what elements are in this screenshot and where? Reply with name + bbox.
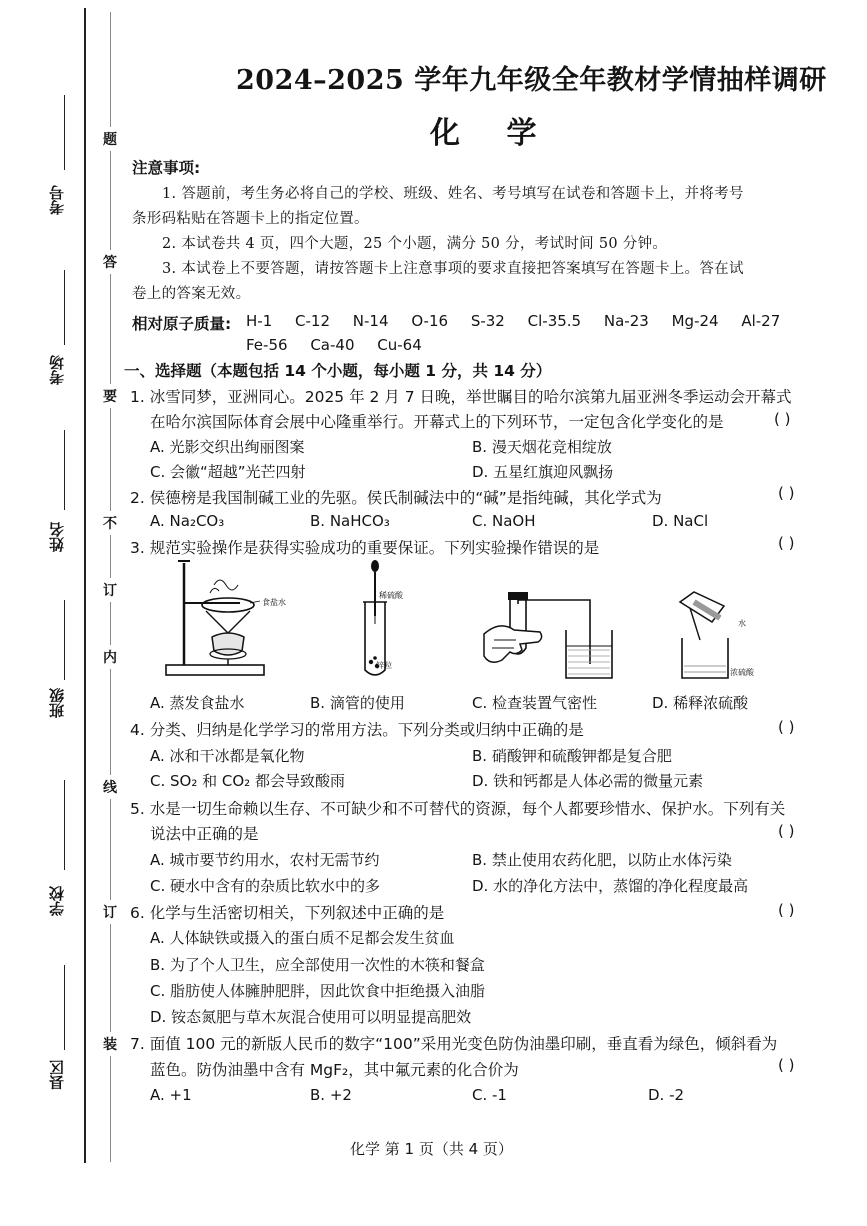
notice-item-3: 3. 本试卷上不要答题，请按答题卡上注意事项的要求直接把答案填写在答题卡上。答在试 bbox=[162, 261, 744, 277]
seal-char: 不 bbox=[103, 511, 117, 535]
option-d: D. 铵态氮肥与草木灰混合使用可以明显提高肥效 bbox=[150, 1008, 472, 1026]
question-7-stem: 7. 面值 100 元的新版人民币的数字“100”采用光变色防伪油墨印刷，垂直看为绿色，倾斜看为 bbox=[130, 1035, 778, 1053]
option-a: A. +1 bbox=[150, 1086, 192, 1104]
option-b: B. +2 bbox=[310, 1086, 352, 1104]
atomic-mass: Na-23 bbox=[603, 312, 649, 330]
exam-title: 2024–2025 学年九年级全年教材学情抽样调研 bbox=[236, 65, 827, 96]
option-a: A. 蒸发食盐水 bbox=[150, 694, 245, 712]
figure-label-salt-water: 食盐水 bbox=[262, 598, 286, 607]
question-5-stem: 5. 水是一切生命赖以生存、不可缺少和不可替代的资源，每个人都要珍惜水、保护水。下列有关 bbox=[130, 800, 786, 818]
atomic-mass: N-14 bbox=[352, 312, 389, 330]
answer-paren: ( ) bbox=[778, 1056, 795, 1074]
margin-label-name: 姓名 bbox=[48, 522, 66, 552]
atomic-mass-row-2 bbox=[246, 336, 440, 354]
seal-char: 题 bbox=[103, 127, 117, 151]
answer-paren: ( ) bbox=[778, 822, 795, 840]
blank-name bbox=[64, 430, 65, 510]
figure-airtightness bbox=[480, 590, 615, 685]
question-1-stem-cont: 在哈尔滨国际体育会展中心隆重举行。开幕式上的下列环节，一定包含化学变化的是 bbox=[150, 413, 724, 431]
section-heading: 一、选择题（本题包括 14 个小题，每小题 1 分，共 14 分） bbox=[124, 362, 552, 380]
question-4-stem: 4. 分类、归纳是化学学习的常用方法。下列分类或归纳中正确的是 bbox=[130, 721, 584, 739]
option-a: A. Na₂CO₃ bbox=[150, 512, 225, 530]
answer-paren: ( ) bbox=[778, 534, 795, 552]
option-c: C. NaOH bbox=[472, 512, 536, 530]
margin-label-county: 县区 bbox=[48, 1060, 66, 1090]
option-b: B. 为了个人卫生，应全部使用一次性的木筷和餐盒 bbox=[150, 956, 485, 974]
atomic-mass: Cl-35.5 bbox=[527, 312, 582, 330]
option-c: C. 脂肪使人体臃肿肥胖，因此饮食中拒绝摄入油脂 bbox=[150, 982, 486, 1000]
atomic-mass: Mg-24 bbox=[671, 312, 719, 330]
option-b: B. 硝酸钾和硫酸钾都是复合肥 bbox=[472, 747, 672, 765]
option-a: A. 人体缺铁或摄入的蛋白质不足都会发生贫血 bbox=[150, 929, 455, 947]
margin-label-exam-room: 考场 bbox=[48, 355, 66, 385]
option-a: A. 冰和干冰都是氧化物 bbox=[150, 747, 305, 765]
notice-item-1: 1. 答题前，考生务必将自己的学校、班级、姓名、考号填写在试卷和答题卡上，并将考号 bbox=[162, 186, 744, 202]
option-b: B. 禁止使用农药化肥，以防止水体污染 bbox=[472, 851, 732, 869]
notice-heading: 注意事项: bbox=[132, 159, 201, 177]
option-a: A. 城市要节约用水，农村无需节约 bbox=[150, 851, 380, 869]
option-b: B. NaHCO₃ bbox=[310, 512, 390, 530]
page-footer: 化学 第 1 页（共 4 页） bbox=[350, 1140, 513, 1158]
blank-exam-room bbox=[64, 270, 65, 345]
figure-label-water: 水 bbox=[738, 619, 746, 628]
notice-item-2: 2. 本试卷共 4 页，四个大题，25 个小题，满分 50 分，考试时间 50 分钟。 bbox=[162, 236, 668, 252]
atomic-mass: Cu-64 bbox=[377, 336, 422, 354]
answer-paren: ( ) bbox=[778, 718, 795, 736]
atomic-mass: Fe-56 bbox=[246, 336, 288, 354]
margin-label-exam-number: 考号 bbox=[48, 185, 66, 215]
question-1-stem: 1. 冰雪同梦，亚洲同心。2025 年 2 月 7 日晚，举世瞩目的哈尔滨第九届亚洲冬季运动会开幕式 bbox=[130, 388, 792, 406]
option-d: D. 稀释浓硫酸 bbox=[652, 694, 749, 712]
figure-label-dilute-acid: 稀硫酸 bbox=[379, 591, 403, 600]
question-2-stem: 2. 侯德榜是我国制碱工业的先驱。侯氏制碱法中的“碱”是指纯碱，其化学式为 bbox=[130, 489, 662, 507]
option-d: D. 水的净化方法中，蒸馏的净化程度最高 bbox=[472, 877, 749, 895]
seal-char: 线 bbox=[103, 775, 117, 799]
seal-char: 装 bbox=[103, 1032, 117, 1056]
option-d: D. NaCl bbox=[652, 512, 709, 530]
figure-label-zinc: 锌粒 bbox=[376, 661, 392, 670]
answer-paren: ( ) bbox=[778, 901, 795, 919]
seal-char: 订 bbox=[103, 578, 117, 602]
option-c: C. 检查装置气密性 bbox=[472, 694, 598, 712]
blank-county bbox=[64, 965, 65, 1050]
question-6-stem: 6. 化学与生活密切相关，下列叙述中正确的是 bbox=[130, 904, 445, 922]
seal-char: 答 bbox=[103, 250, 117, 274]
atomic-mass: Al-27 bbox=[741, 312, 781, 330]
answer-paren: ( ) bbox=[778, 484, 795, 502]
seal-char: 要 bbox=[103, 384, 117, 408]
blank-exam-number bbox=[64, 95, 65, 170]
option-d: D. -2 bbox=[648, 1086, 685, 1104]
question-5-stem-cont: 说法中正确的是 bbox=[150, 825, 259, 843]
seal-char: 订 bbox=[103, 900, 117, 924]
blank-class bbox=[64, 600, 65, 680]
option-b: B. 滴管的使用 bbox=[310, 694, 405, 712]
option-c: C. 会徽“超越”光芒四射 bbox=[150, 463, 306, 481]
figure-evaporation bbox=[160, 555, 280, 680]
figure-label-conc-acid: 浓硫酸 bbox=[730, 668, 754, 677]
answer-paren: ( ) bbox=[774, 410, 791, 428]
blank-school bbox=[64, 780, 65, 870]
option-b: B. 漫天烟花竞相绽放 bbox=[472, 438, 612, 456]
option-c: C. -1 bbox=[472, 1086, 507, 1104]
notice-item-3-cont: 卷上的答案无效。 bbox=[132, 286, 251, 302]
option-c: C. SO₂ 和 CO₂ 都会导致酸雨 bbox=[150, 772, 345, 790]
atomic-mass: O-16 bbox=[411, 312, 449, 330]
seal-char: 内 bbox=[103, 645, 117, 669]
atomic-mass: S-32 bbox=[470, 312, 505, 330]
option-d: D. 铁和钙都是人体必需的微量元素 bbox=[472, 772, 704, 790]
margin-label-school: 学校 bbox=[48, 886, 66, 916]
option-c: C. 硬水中含有的杂质比软水中的多 bbox=[150, 877, 381, 895]
question-7-stem-cont: 蓝色。防伪油墨中含有 MgF₂，其中氟元素的化合价为 bbox=[150, 1061, 519, 1079]
binding-line-left bbox=[84, 8, 86, 1163]
subject-title: 化 学 bbox=[430, 116, 555, 151]
option-d: D. 五星红旗迎风飘扬 bbox=[472, 463, 614, 481]
margin-label-class: 班级 bbox=[48, 688, 66, 718]
notice-item-1-cont: 条形码粘贴在答题卡上的指定位置。 bbox=[132, 211, 369, 227]
atomic-mass: Ca-40 bbox=[310, 336, 355, 354]
atomic-mass-label: 相对原子质量: bbox=[132, 315, 232, 333]
atomic-mass: C-12 bbox=[295, 312, 331, 330]
atomic-mass: H-1 bbox=[246, 312, 273, 330]
atomic-mass-row-1 bbox=[246, 312, 780, 330]
question-3-stem: 3. 规范实验操作是获得实验成功的重要保证。下列实验操作错误的是 bbox=[130, 539, 600, 557]
option-a: A. 光影交织出绚丽图案 bbox=[150, 438, 305, 456]
